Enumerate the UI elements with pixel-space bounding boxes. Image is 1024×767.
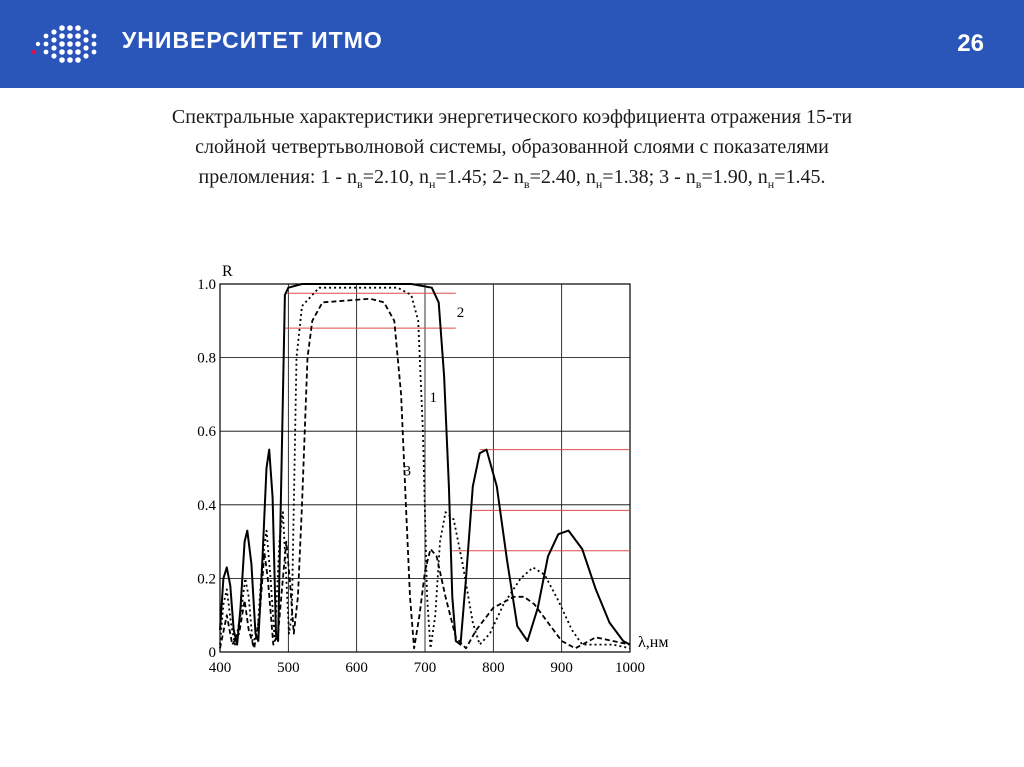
caption-line-3-prefix: преломления: 1 - n xyxy=(198,166,358,188)
itmo-logo-icon xyxy=(30,18,110,70)
y-tick-label: 1.0 xyxy=(197,277,216,293)
caption-sub: н xyxy=(767,177,775,191)
x-tick-label: 1000 xyxy=(615,660,645,676)
caption-part: =1.45; 2- n xyxy=(435,166,524,188)
caption-line-1: Спектральные характеристики энергетического коэффициента отражения 15-ти xyxy=(171,106,853,128)
caption-part: =1.90, n xyxy=(701,166,768,188)
x-tick-label: 600 xyxy=(345,660,368,676)
figure-caption xyxy=(60,102,964,199)
caption-part: =1.38; 3 - n xyxy=(602,166,696,188)
y-tick-label: 0.8 xyxy=(197,350,216,367)
series-label: 3 xyxy=(403,463,411,480)
caption-sub: в xyxy=(523,177,530,191)
caption-sub: н xyxy=(595,177,603,191)
slide-number: 26 xyxy=(957,30,984,57)
reflectance-chart xyxy=(190,252,670,692)
brand-name: УНИВЕРСИТЕТ ИТМО xyxy=(122,27,383,53)
caption-line-2: слойной четвертьволновой системы, образованной слоями с показателями xyxy=(195,136,829,158)
caption-part: =1.45. xyxy=(774,166,826,188)
x-tick-label: 500 xyxy=(277,660,300,676)
y-tick-label: 0.4 xyxy=(197,497,216,514)
caption-part: =2.10, n xyxy=(362,166,429,188)
header-bar xyxy=(0,0,1024,88)
y-axis-label: R xyxy=(222,263,233,280)
caption-part: =2.40, n xyxy=(529,166,596,188)
caption-sub: в xyxy=(695,177,702,191)
y-tick-label: 0 xyxy=(208,645,216,661)
series-label: 2 xyxy=(456,305,465,322)
x-tick-label: 400 xyxy=(208,660,232,676)
x-tick-label: 700 xyxy=(413,660,437,676)
caption-sub: н xyxy=(429,177,436,191)
caption-line-3 xyxy=(60,162,964,199)
caption-sub: в xyxy=(357,177,363,191)
x-axis-label: λ,нм xyxy=(638,634,669,651)
series-label: 1 xyxy=(429,389,437,406)
y-tick-label: 0.6 xyxy=(197,424,216,441)
x-tick-label: 900 xyxy=(550,660,573,676)
y-tick-label: 0.2 xyxy=(197,571,216,588)
x-tick-label: 800 xyxy=(482,660,505,676)
